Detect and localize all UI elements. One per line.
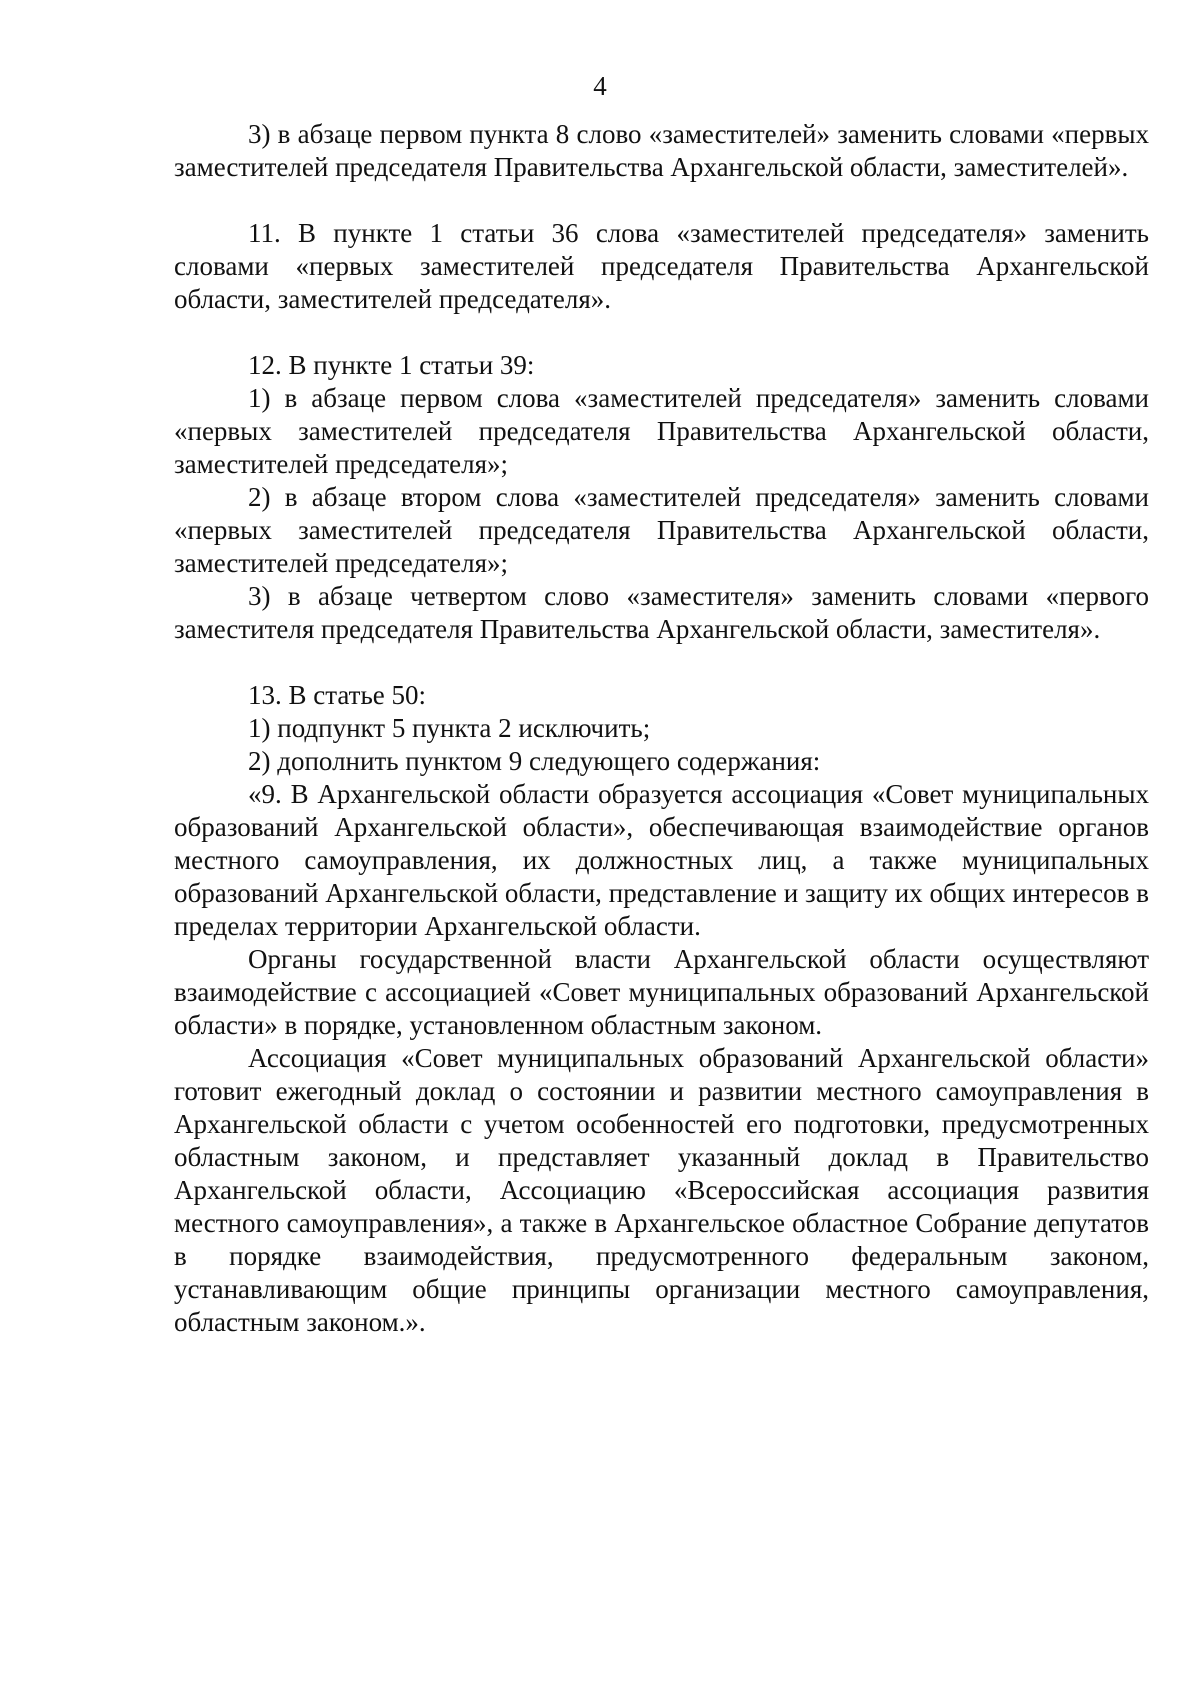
- paragraph-quote-9: «9. В Архангельской области образуется ассоциация «Совет муниципальных образований Архангельской области», обеспечивающая взаимодействие органов местного самоуправления, их должностных лиц, а также муниципальных образований Архангельской области, представление и защиту их общих интересов в пределах территории Архангельской области.: [174, 779, 1149, 941]
- paragraph-13-heading: 13. В статье 50:: [248, 680, 427, 710]
- paragraph-12-heading: 12. В пункте 1 статьи 39:: [248, 350, 535, 380]
- paragraph-12-1: 1) в абзаце первом слова «заместителей председателя» заменить словами «первых заместителей председателя Правительства Архангельской области, заместителей председателя»;: [174, 383, 1149, 479]
- paragraph-8-3: 3) в абзаце первом пункта 8 слово «заместителей» заменить словами «первых заместителей председателя Правительства Архангельской области, заместителей».: [174, 119, 1149, 182]
- paragraph-quote-organs: Органы государственной власти Архангельской области осуществляют взаимодействие с ассоциацией «Совет муниципальных образований Архангельской области» в порядке, установленном областным законом.: [174, 944, 1149, 1040]
- paragraph-13-2: 2) дополнить пунктом 9 следующего содержания:: [248, 746, 821, 776]
- page-number: 4: [593, 71, 607, 101]
- paragraph-quote-association: Ассоциация «Совет муниципальных образований Архангельской области» готовит ежегодный доклад о состоянии и развитии местного самоуправления в Архангельской области с учетом особенностей его подготовки, предусмотренных областным законом, и представляет указанный доклад в Правительство Архангельской области, Ассоциацию «Всероссийская ассоциация развития местного самоуправления», а также в Архангельское областное Собрание депутатов в порядке взаимодействия, предусмотренного федеральным законом, устанавливающим общие принципы организации местного самоуправления, областным законом.».: [174, 1043, 1149, 1337]
- document-body: [174, 118, 1149, 1339]
- paragraph-13-1: 1) подпункт 5 пункта 2 исключить;: [248, 713, 651, 743]
- paragraph-12-2: 2) в абзаце втором слова «заместителей председателя» заменить словами «первых заместителей председателя Правительства Архангельской области, заместителей председателя»;: [174, 482, 1149, 578]
- paragraph-12-3: 3) в абзаце четвертом слово «заместителя» заменить словами «первого заместителя председателя Правительства Архангельской области, заместителя».: [174, 581, 1149, 644]
- paragraph-11: 11. В пункте 1 статьи 36 слова «заместителей председателя» заменить словами «первых заместителей председателя Правительства Архангельской области, заместителей председателя».: [174, 218, 1149, 314]
